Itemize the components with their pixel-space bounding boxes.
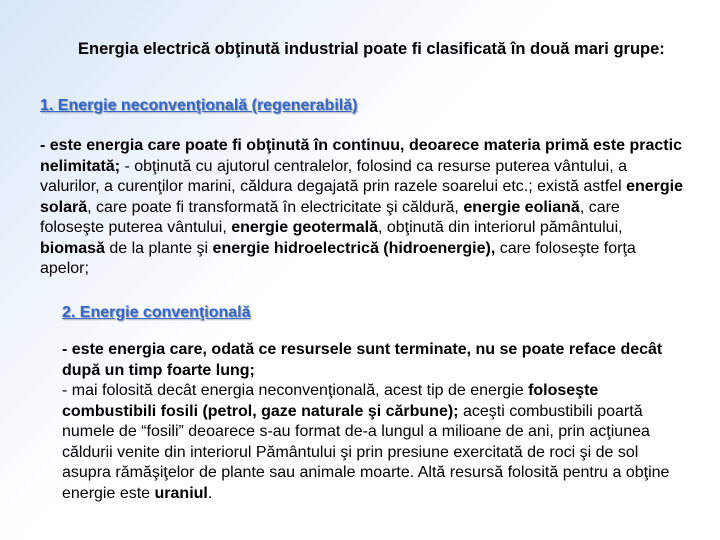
text-run: de la plante şi bbox=[104, 239, 213, 257]
bold-text-run: foloseşte combustibili fosili (petrol, gaze naturale şi cărbune); bbox=[62, 382, 599, 420]
text-run: care foloseşte forţa apelor; bbox=[40, 239, 636, 277]
bold-text-run: uraniul bbox=[154, 484, 208, 502]
bold-text-run: biomasă bbox=[40, 239, 105, 257]
text-run: , obţinută din interiorul pământului, bbox=[377, 219, 623, 236]
bold-text-run: energie eoliană bbox=[463, 198, 580, 216]
bold-text-run: energie solară bbox=[40, 178, 683, 216]
section-body-renewable bbox=[40, 136, 685, 280]
text-run: , care foloseşte puterea vântului, bbox=[40, 198, 620, 236]
section-heading-renewable: 1. Energie neconvenţională (regenerabilă) bbox=[40, 97, 358, 114]
section-body-conventional bbox=[62, 340, 687, 504]
bold-text-run: energie hidroelectrică (hidroenergie), bbox=[212, 239, 496, 257]
bold-text-run: - este energia care poate fi obţinută în continuu, deoarece materia primă este practic nelimitată; bbox=[40, 137, 682, 175]
section-heading-conventional: 2. Energie convenţională bbox=[62, 304, 251, 321]
bold-text-run: energie geotermală bbox=[231, 219, 378, 236]
text-run: . bbox=[207, 484, 213, 502]
intro-text: Energia electrică obţinută industrial poate fi clasificată în două mari grupe: bbox=[78, 40, 665, 58]
text-run: , care poate fi transformată în electricitate şi căldură, bbox=[87, 198, 464, 216]
bold-text-run: - este energia care, odată ce resursele sunt terminate, nu se poate reface decât după un timp foarte lung; bbox=[62, 341, 663, 379]
text-run: - obţinută cu ajutorul centralelor, folosind ca resurse puterea vântului, a valurilor, a curenţilor marini, căldura degajată prin razele soarelui etc.; există astfel bbox=[40, 157, 627, 195]
text-run: - mai folosită decât energia neconvenţională, acest tip de energie bbox=[62, 382, 529, 399]
text-run: aceşti combustibili poartă numele de “fosili” deoarece s-au format de-a lungul a milioane de ani, prin acţiunea căldurii venite din interiorul Pământului şi prin presiune exercitată de roci şi de sol asupra rămăşiţelor de plante sau animale moarte. Altă resursă folosită pentru a obţine energie este bbox=[62, 402, 670, 502]
